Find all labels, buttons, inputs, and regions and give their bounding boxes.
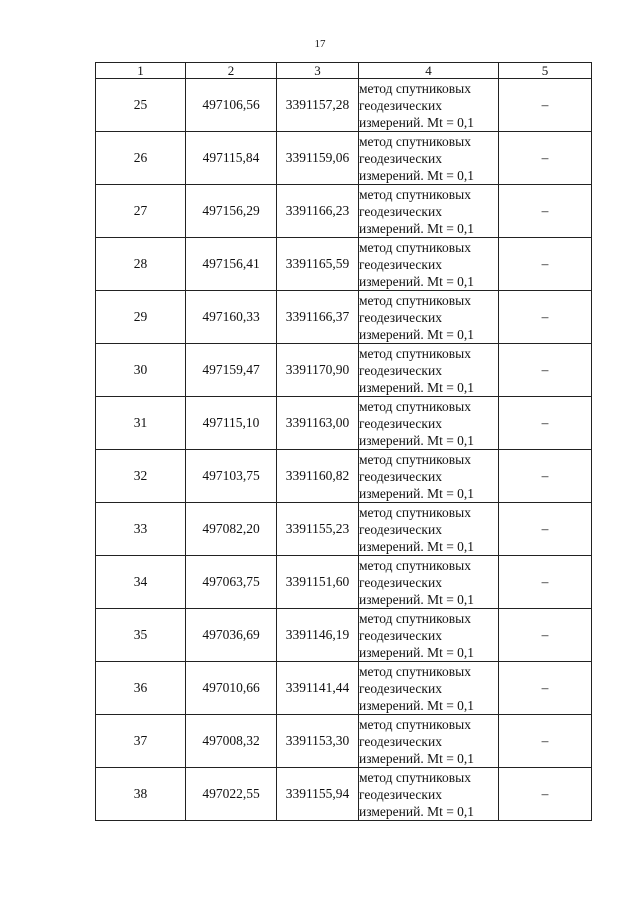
method-cell <box>359 185 499 238</box>
method-line: метод спутниковых <box>359 239 471 255</box>
method-line: геодезических <box>359 786 442 802</box>
point-number-cell: 33 <box>96 503 186 556</box>
method-cell <box>359 768 499 821</box>
method-line: измерений. Mt = 0,1 <box>359 538 475 554</box>
x-coordinate-cell: 497160,33 <box>186 291 277 344</box>
method-line: метод спутниковых <box>359 663 471 679</box>
table-row <box>96 397 592 450</box>
y-coordinate-cell: 3391157,28 <box>277 79 359 132</box>
method-line: метод спутниковых <box>359 345 471 361</box>
note-cell: – <box>499 609 592 662</box>
method-line: метод спутниковых <box>359 610 471 626</box>
table-row <box>96 344 592 397</box>
point-number-cell: 25 <box>96 79 186 132</box>
method-line: метод спутниковых <box>359 451 471 467</box>
note-cell: – <box>499 344 592 397</box>
method-line: измерений. Mt = 0,1 <box>359 379 475 395</box>
method-line: метод спутниковых <box>359 133 471 149</box>
method-line: метод спутниковых <box>359 557 471 573</box>
point-number-cell: 28 <box>96 238 186 291</box>
method-line: измерений. Mt = 0,1 <box>359 697 475 713</box>
table-body <box>96 79 592 821</box>
method-line: геодезических <box>359 627 442 643</box>
note-cell: – <box>499 556 592 609</box>
table-row <box>96 662 592 715</box>
table-row <box>96 503 592 556</box>
method-cell <box>359 344 499 397</box>
method-cell <box>359 609 499 662</box>
point-number-cell: 32 <box>96 450 186 503</box>
y-coordinate-cell: 3391153,30 <box>277 715 359 768</box>
point-number-cell: 37 <box>96 715 186 768</box>
y-coordinate-cell: 3391159,06 <box>277 132 359 185</box>
method-cell <box>359 132 499 185</box>
method-line: измерений. Mt = 0,1 <box>359 644 475 660</box>
y-coordinate-cell: 3391155,94 <box>277 768 359 821</box>
method-line: измерений. Mt = 0,1 <box>359 273 475 289</box>
x-coordinate-cell: 497082,20 <box>186 503 277 556</box>
method-line: метод спутниковых <box>359 769 471 785</box>
x-coordinate-cell: 497115,10 <box>186 397 277 450</box>
method-line: метод спутниковых <box>359 398 471 414</box>
table-row <box>96 291 592 344</box>
note-cell: – <box>499 185 592 238</box>
method-line: геодезических <box>359 256 442 272</box>
column-header-5: 5 <box>499 63 592 79</box>
method-line: геодезических <box>359 680 442 696</box>
note-cell: – <box>499 238 592 291</box>
method-line: геодезических <box>359 309 442 325</box>
x-coordinate-cell: 497063,75 <box>186 556 277 609</box>
y-coordinate-cell: 3391160,82 <box>277 450 359 503</box>
method-line: геодезических <box>359 203 442 219</box>
method-cell <box>359 79 499 132</box>
method-line: измерений. Mt = 0,1 <box>359 114 475 130</box>
method-line: метод спутниковых <box>359 716 471 732</box>
x-coordinate-cell: 497036,69 <box>186 609 277 662</box>
table-row <box>96 715 592 768</box>
method-cell <box>359 556 499 609</box>
method-cell <box>359 291 499 344</box>
note-cell: – <box>499 450 592 503</box>
note-cell: – <box>499 397 592 450</box>
table-row <box>96 556 592 609</box>
y-coordinate-cell: 3391146,19 <box>277 609 359 662</box>
point-number-cell: 30 <box>96 344 186 397</box>
method-cell <box>359 238 499 291</box>
method-cell <box>359 503 499 556</box>
column-header-3: 3 <box>277 63 359 79</box>
method-line: геодезических <box>359 362 442 378</box>
point-number-cell: 29 <box>96 291 186 344</box>
table-row <box>96 185 592 238</box>
point-number-cell: 36 <box>96 662 186 715</box>
note-cell: – <box>499 291 592 344</box>
y-coordinate-cell: 3391165,59 <box>277 238 359 291</box>
method-cell <box>359 715 499 768</box>
point-number-cell: 31 <box>96 397 186 450</box>
x-coordinate-cell: 497106,56 <box>186 79 277 132</box>
method-line: метод спутниковых <box>359 504 471 520</box>
x-coordinate-cell: 497103,75 <box>186 450 277 503</box>
y-coordinate-cell: 3391170,90 <box>277 344 359 397</box>
table-row <box>96 79 592 132</box>
note-cell: – <box>499 715 592 768</box>
method-line: геодезических <box>359 733 442 749</box>
method-line: метод спутниковых <box>359 80 471 96</box>
point-number-cell: 27 <box>96 185 186 238</box>
coordinates-table <box>95 62 592 821</box>
method-line: геодезических <box>359 150 442 166</box>
y-coordinate-cell: 3391155,23 <box>277 503 359 556</box>
page-number: 17 <box>314 38 326 50</box>
method-cell <box>359 450 499 503</box>
table-row <box>96 132 592 185</box>
x-coordinate-cell: 497159,47 <box>186 344 277 397</box>
y-coordinate-cell: 3391163,00 <box>277 397 359 450</box>
y-coordinate-cell: 3391141,44 <box>277 662 359 715</box>
x-coordinate-cell: 497010,66 <box>186 662 277 715</box>
column-header-1: 1 <box>96 63 186 79</box>
x-coordinate-cell: 497008,32 <box>186 715 277 768</box>
y-coordinate-cell: 3391151,60 <box>277 556 359 609</box>
table-header-row <box>96 63 592 79</box>
table-row <box>96 450 592 503</box>
y-coordinate-cell: 3391166,23 <box>277 185 359 238</box>
column-header-4: 4 <box>359 63 499 79</box>
point-number-cell: 38 <box>96 768 186 821</box>
note-cell: – <box>499 79 592 132</box>
point-number-cell: 35 <box>96 609 186 662</box>
method-line: измерений. Mt = 0,1 <box>359 326 475 342</box>
note-cell: – <box>499 768 592 821</box>
method-line: измерений. Mt = 0,1 <box>359 750 475 766</box>
x-coordinate-cell: 497115,84 <box>186 132 277 185</box>
method-cell <box>359 397 499 450</box>
x-coordinate-cell: 497156,29 <box>186 185 277 238</box>
point-number-cell: 34 <box>96 556 186 609</box>
method-line: измерений. Mt = 0,1 <box>359 803 475 819</box>
table-row <box>96 238 592 291</box>
method-line: измерений. Mt = 0,1 <box>359 591 475 607</box>
method-line: метод спутниковых <box>359 186 471 202</box>
point-number-cell: 26 <box>96 132 186 185</box>
y-coordinate-cell: 3391166,37 <box>277 291 359 344</box>
x-coordinate-cell: 497156,41 <box>186 238 277 291</box>
method-line: геодезических <box>359 468 442 484</box>
method-line: измерений. Mt = 0,1 <box>359 220 475 236</box>
method-line: измерений. Mt = 0,1 <box>359 167 475 183</box>
x-coordinate-cell: 497022,55 <box>186 768 277 821</box>
method-line: измерений. Mt = 0,1 <box>359 485 475 501</box>
method-line: метод спутниковых <box>359 292 471 308</box>
table-row <box>96 609 592 662</box>
note-cell: – <box>499 503 592 556</box>
method-line: геодезических <box>359 521 442 537</box>
method-line: геодезических <box>359 415 442 431</box>
method-cell <box>359 662 499 715</box>
note-cell: – <box>499 132 592 185</box>
table-row <box>96 768 592 821</box>
note-cell: – <box>499 662 592 715</box>
method-line: геодезических <box>359 97 442 113</box>
method-line: измерений. Mt = 0,1 <box>359 432 475 448</box>
column-header-2: 2 <box>186 63 277 79</box>
method-line: геодезических <box>359 574 442 590</box>
